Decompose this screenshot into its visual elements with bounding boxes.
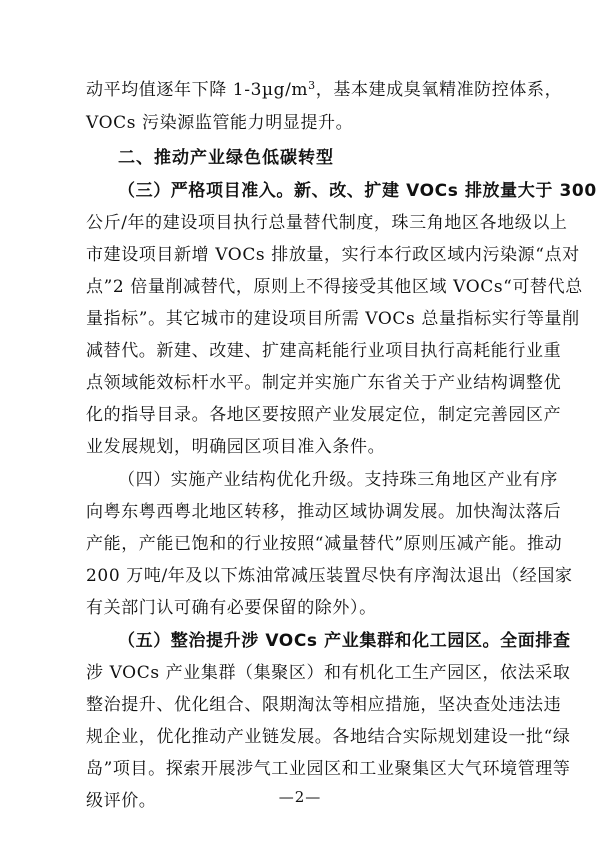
intro-line-1: 动平均值逐年下降 $1-3\mu g/m^3$，基本建成臭氧精准防控体系，	[86, 79, 563, 100]
paragraph-5-line-6: 级评价。	[86, 791, 157, 811]
paragraph-4-line-3: 产能，产能已饱和的行业按照“减量替代”原则压减产能。推动	[86, 534, 563, 554]
paragraph-3-line-3: 市建设项目新增 VOCs 排放量，实行本行政区域内污染源“点对	[86, 245, 580, 265]
paragraph-5-line-3: 整治提升、优化组合、限期淘汰等相应措施，坚决查处违法违	[86, 695, 562, 715]
paragraph-3-line-5: 量指标”。其它城市的建设项目所需 VOCs 总量指标实行等量削	[86, 309, 580, 329]
paragraph-4-line-4: 200 万吨/年及以下炼油常减压装置尽快有序淘汰退出（经国家	[86, 566, 573, 586]
paragraph-3-line-9: 业发展规划，明确园区项目准入条件。	[86, 437, 386, 457]
intro-line-2: VOCs 污染源监管能力明显提升。	[86, 113, 354, 133]
page-number: —2—	[278, 788, 322, 806]
paragraph-3-line-4: 点”2 倍量削减替代，原则上不得接受其他区域 VOCs“可替代总	[86, 277, 583, 297]
section-heading: 二、推动产业绿色低碳转型	[118, 148, 334, 168]
paragraph-3-line-1: （三）严格项目准入。新、改、扩建 VOCs 排放量大于 300	[118, 181, 597, 201]
paragraph-3-line-7: 点领域能效标杆水平。制定并实施广东省关于产业结构调整优	[86, 373, 562, 393]
paragraph-3-line-2: 公斤/年的建设项目执行总量替代制度，珠三角地区各地级以上	[86, 213, 568, 233]
paragraph-4-line-5: 有关部门认可确有必要保留的除外）。	[86, 598, 377, 618]
paragraph-5-line-4: 规企业，优化推动产业链发展。各地结合实际规划建设一批“绿	[86, 727, 571, 747]
paragraph-4-line-1: （四）实施产业结构优化升级。支持珠三角地区产业有序	[118, 470, 558, 490]
paragraph-5-line-5: 岛”项目。探索开展涉气工业园区和工业聚集区大气环境管理等	[86, 759, 571, 779]
paragraph-4-line-2: 向粤东粤西粤北地区转移，推动区域协调发展。加快淘汰落后	[86, 502, 562, 522]
paragraph-3-line-8: 化的指导目录。各地区要按照产业发展定位，制定完善园区产	[86, 405, 562, 425]
paragraph-5-line-2: 涉 VOCs 产业集群（集聚区）和有机化工生产园区，依法采取	[86, 663, 571, 683]
paragraph-3-line-6: 减替代。新建、改建、扩建高耗能行业项目执行高耗能行业重	[86, 341, 562, 361]
paragraph-5-line-1: （五）整治提升涉 VOCs 产业集群和化工园区。全面排查	[118, 631, 571, 651]
